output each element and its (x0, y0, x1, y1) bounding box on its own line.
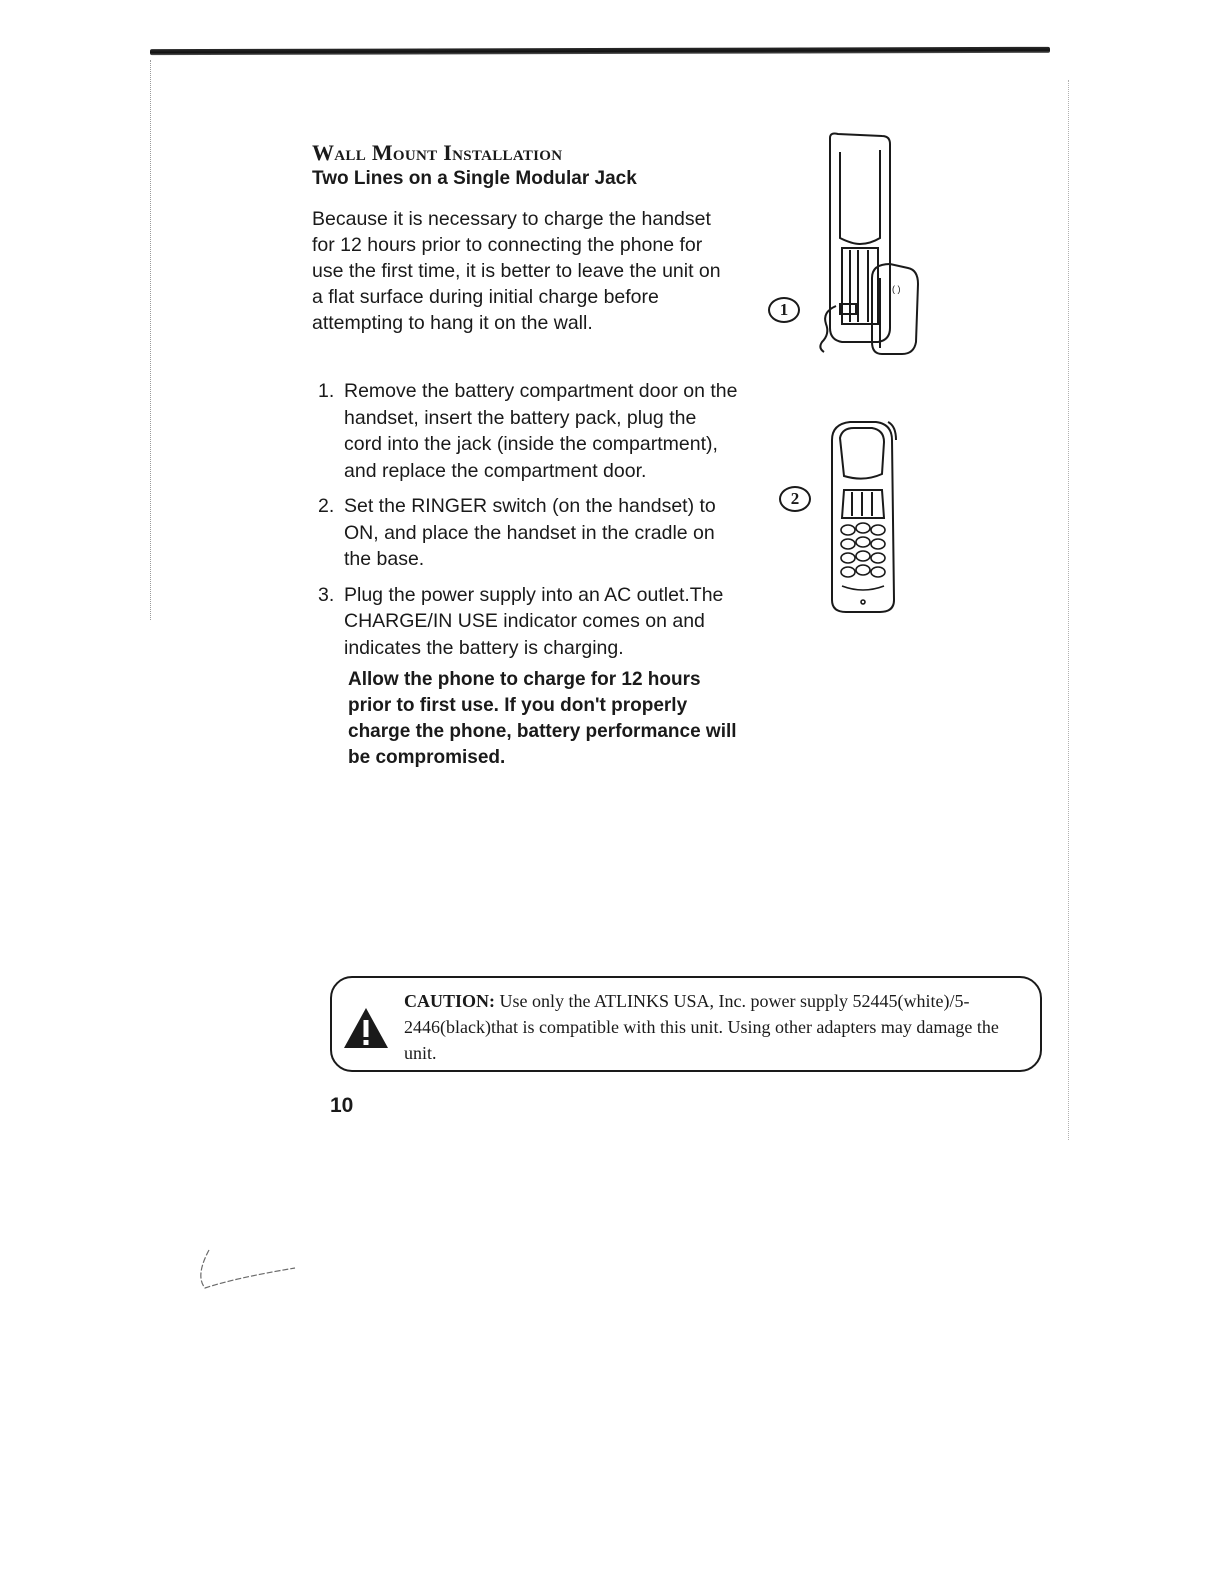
step-item (318, 582, 738, 772)
scan-left-edge (150, 60, 152, 620)
step-number: 3. (318, 583, 335, 606)
handset-in-cradle-icon (824, 418, 904, 618)
section-subheading: Two Lines on a Single Modular Jack (312, 168, 637, 189)
warning-triangle-icon (342, 1006, 390, 1050)
svg-text:( ): ( ) (892, 284, 901, 294)
stray-pen-mark (195, 1246, 305, 1296)
step-item (318, 378, 738, 484)
caution-label: CAUTION: (404, 991, 496, 1011)
charge-note: Allow the phone to charge for 12 hours prior to first use. If you don't properly charge the phone, battery performance will be compromised. (348, 669, 737, 768)
page-number: 10 (330, 1094, 354, 1117)
step-number: 2. (318, 495, 335, 517)
scan-right-edge (1068, 80, 1070, 1140)
figure-1-label: 1 (768, 297, 800, 323)
step-item (318, 493, 738, 573)
step-text: Remove the battery compartment door on the handset, insert the battery pack, plug the cord into the jack (inside the compartment), and replace the compartment door. (344, 380, 738, 482)
step-text: Set the RINGER switch (on the handset) to ON, and place the handset in the cradle on the base. (344, 495, 716, 570)
figure-2-label: 2 (779, 486, 811, 512)
intro-paragraph: Because it is necessary to charge the handset for 12 hours prior to connecting the phone for use the first time, it is better to leave the unit on a flat surface during initial charge before attempting to hang it on the wall. (312, 208, 721, 334)
steps-list (318, 378, 738, 780)
caution-body: Use only the ATLINKS USA, Inc. power supply 52445(white)/5-2446(black)that is compatible with this unit. Using other adapters may damage the unit. (404, 991, 999, 1063)
step-number: 1. (318, 380, 335, 402)
handset-battery-compartment-icon (812, 128, 932, 368)
step-text: Plug the power supply into an AC outlet.The CHARGE/IN USE indicator comes on and indicates the battery is charging. (344, 583, 724, 659)
top-rule (150, 47, 1050, 55)
caution-box (330, 976, 1042, 1072)
caution-text (404, 988, 1029, 1066)
section-heading: Wall Mount Installation (312, 140, 563, 165)
